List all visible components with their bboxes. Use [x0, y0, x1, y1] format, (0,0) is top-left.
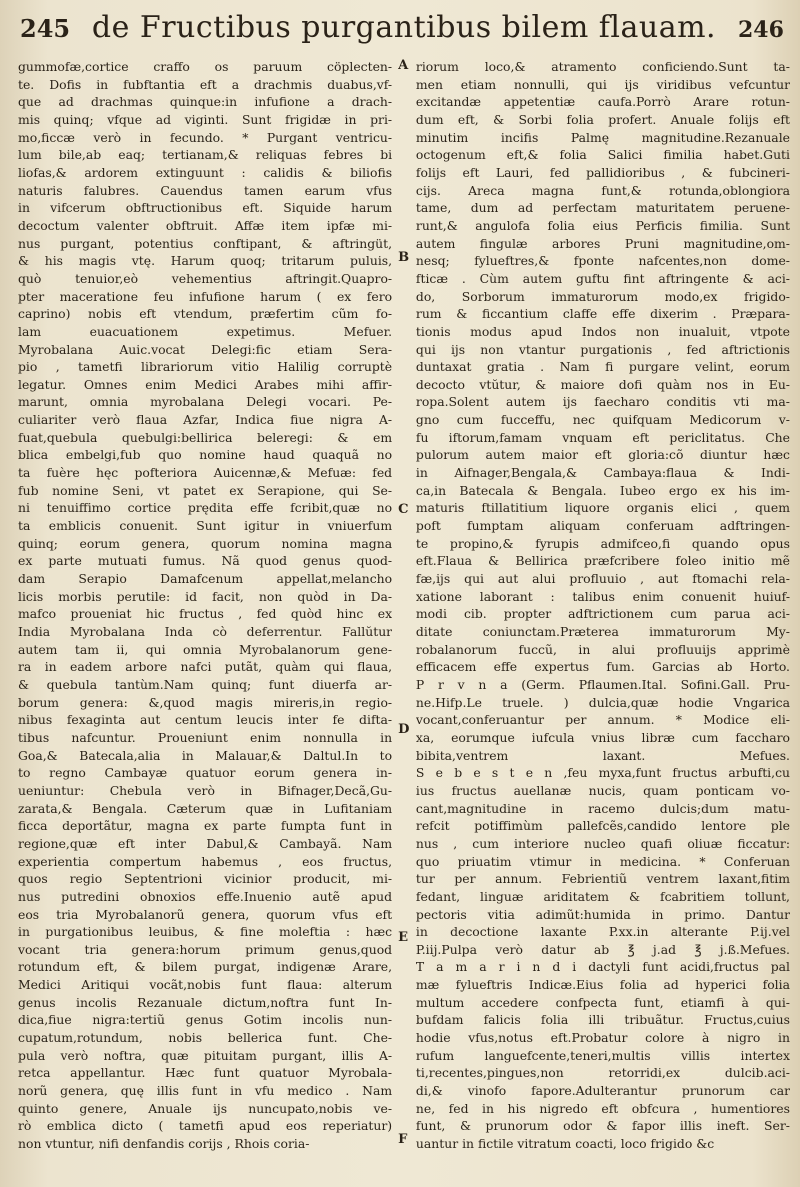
text-line: robalanorum fuccũ, in alui profluuijs apprimè	[415, 641, 790, 657]
text-line: dum eft, & Sorbi folia profert. Anuale folijs eft	[415, 111, 790, 127]
text-line: pter maceratione feu infufione harum ( ex fero	[18, 288, 393, 304]
margin-letter: E	[398, 930, 409, 945]
text-line: in Aifnager,Bengala,& Cambaya:flaua & Indi-	[415, 465, 790, 481]
text-line: fæ,ijs qui aut alui profluuio , aut ftomachi rela-	[415, 571, 790, 587]
page-number-right: 246	[738, 17, 784, 43]
text-line: norũ genera, quę illis funt in vfu medico . Nam	[18, 1083, 393, 1099]
text-line: refcit potiffimùm pallefcẽs,candido lentore ple	[415, 818, 790, 834]
text-line: quinq; eorum genera, quorum nomina magna	[18, 535, 393, 551]
text-line: vocant tria genera:horum primum genus,quod	[18, 941, 393, 957]
margin-letter: F	[398, 1132, 408, 1147]
text-line: tionis modus apud Indos non inualuit, vtpote	[415, 323, 790, 339]
text-line: pula verò noftra, quæ pituitam purgant, illis A-	[18, 1047, 393, 1063]
text-line: riorum loco,& atramento conficiendo.Sunt ta-	[415, 59, 790, 74]
text-line: efficacem effe expertus fum. Garcias ab Horto.	[415, 659, 790, 675]
text-line: cupatum,rotundum, nobis bellerica funt. Che-	[18, 1030, 393, 1046]
text-line: licis morbis perutile: id facit, non quòd in Da-	[18, 588, 393, 604]
text-line: octogenum eft,& folia Salici fimilia habet.Guti	[415, 147, 790, 163]
text-line: que ad drachmas quinque:in infufione a drach-	[18, 94, 393, 110]
text-line: excitandæ appetentiæ caufa.Porrò Arare rotun-	[415, 94, 790, 110]
running-title: de Fructibus purgantibus bilem flauam.	[91, 10, 717, 45]
text-line: ta emblicis conuenit. Sunt igitur in vniuerfum	[18, 518, 393, 534]
text-line: in purgationibus leuibus, & fine moleftia : hæc	[18, 924, 393, 940]
text-line: duntaxat gratia . Nam fi purgare velint, eorum	[415, 359, 790, 375]
text-line: non vtuntur, nifi denfandis corijs , Rhois coria-	[18, 1136, 310, 1152]
page-header	[20, 10, 782, 54]
text-line: Goa,& Batecala,alia in Malauar,& Daltul.In to	[18, 747, 393, 763]
text-line: ueniuntur: Chebula verò in Bifnager,Decã,Gu-	[18, 782, 393, 798]
text-line: ius fructus auellanæ nucis, quam ponticam vo-	[415, 782, 790, 798]
text-line: hodie vfus,notus eft.Probatur colore à nigro in	[415, 1030, 790, 1046]
text-line: nus , cum interiore nucleo quafi oliuæ ficcatur:	[415, 835, 790, 851]
text-line: liofas,& ardorem extinguunt : calidis & biliofis	[18, 164, 393, 180]
text-line: P.iij.Pulpa verò datur ab ℥ j.ad ℥ j.ß.Mefues.	[415, 941, 790, 957]
text-line: ropa.Solent autem ijs faecharo conditis vti ma-	[415, 394, 790, 410]
text-line: folijs eft Lauri, fed pallidioribus , & fubcineri-	[415, 164, 790, 180]
text-line: ne.Hifp.Le truele. ) dulcia,quæ hodie Vngarica	[415, 694, 790, 710]
text-line: fu iftorum,famam vnquam eft periclitatus. Che	[415, 429, 790, 445]
text-line: ra in eadem arbore nafci putãt, quàm qui flaua,	[18, 659, 393, 675]
text-line: Myrobalana Auic.vocat Delegi:fic etiam Sera-	[18, 341, 393, 357]
text-line: eft.Flaua & Bellirica præfcribere foleo initio mẽ	[415, 553, 790, 569]
text-line: xatione laborant : talibus enim conuenit huiuf-	[415, 588, 790, 604]
text-line: quò tenuior,eò vehementius aftringit.Quapro-	[18, 270, 393, 286]
text-line: tur per annum. Febrientiũ ventrem laxant,fitim	[415, 871, 790, 887]
margin-letter: C	[398, 502, 409, 517]
text-line: maturis ftillatitium liquore organis elici , quem	[415, 500, 790, 516]
text-line: dica,fiue nigra:tertiũ genus Gotim incolis nun-	[18, 1012, 393, 1028]
text-line: fedant, linguæ ariditatem & fcabritiem tollunt,	[415, 888, 790, 904]
text-line: marunt, omnia myrobalana Delegi vocari. Pe-	[18, 394, 393, 410]
text-line: poft fumptam aliquam conferuam adftringen-	[415, 518, 790, 534]
margin-letter: B	[398, 250, 410, 265]
text-line: ta fuère hęc pofteriora Auicennæ,& Mefuæ: fed	[18, 465, 393, 481]
text-line: tibus nafcuntur. Proueniunt enim nonnulla in	[18, 729, 393, 745]
text-line: qui ijs non vtantur purgationis , fed aftrictionis	[415, 341, 790, 357]
text-line: in decoctione laxante P.xx.in alterante P.ij.vel	[415, 924, 790, 940]
text-line: do, Sorborum immaturorum modo,ex frigido-	[415, 288, 790, 304]
text-line: ca,in Batecala & Bengala. Iubeo ergo ex his im-	[415, 482, 790, 498]
text-line: bibita,ventrem laxant. Mefues.	[415, 747, 790, 763]
text-line: uantur in fictile vitratum coacti, loco frigido &c	[415, 1136, 715, 1152]
text-line: mafco proueniat hic fructus , fed quòd hinc ex	[18, 606, 393, 622]
text-line: di,& vinofo fapore.Adulterantur prunorum car	[415, 1083, 790, 1099]
text-line: ex parte mutuati fumus. Nã quod genus quod-	[18, 553, 393, 569]
text-line: legatur. Omnes enim Medici Arabes mihi affir-	[18, 376, 393, 392]
text-line: quo priuatim vtimur in medicina. * Conferuan	[415, 853, 790, 869]
text-line: ditate coniunctam.Præterea immaturorum My-	[415, 624, 790, 639]
text-line: regione,quæ eft inter Dabul,& Cambayã. Nam	[18, 835, 393, 851]
text-line: quinto genere, Anuale ijs nuncupato,nobis ve-	[18, 1100, 393, 1116]
text-line: nesq; fylueftres,& fponte nafcentes,non dome-	[415, 253, 790, 269]
text-line: gummofæ,cortice craffo os paruum cöplecten-	[18, 59, 393, 74]
text-line: fticæ . Cùm autem guftu fint aftringente & aci-	[415, 270, 790, 286]
right-column	[416, 58, 790, 1176]
text-line: Medici Aritiqui vocãt,nobis funt flaua: alterum	[18, 977, 393, 993]
text-line: borum genera: &,quod magis mireris,in regio-	[18, 694, 393, 710]
text-line: & his magis vtę. Harum quoq; tritarum puluis,	[18, 253, 393, 269]
text-line: blica embelgi,fub quo nomine haud quaquã no	[18, 447, 393, 463]
text-line: autem fingulæ arbores Pruni magnitudine,om-	[415, 235, 790, 251]
text-line: cijs. Areca magna funt,& rotunda,oblongiora	[415, 182, 790, 198]
text-line: decoctum valenter obftruit. Affæ item ipfæ mi-	[18, 217, 393, 233]
text-line: experientia compertum habemus , eos fructus,	[18, 853, 393, 869]
text-line: India Myrobalana Inda cò deferrentur. Fallŭtur	[18, 624, 393, 639]
text-line: retca appellantur. Hæc funt quatuor Myrobala-	[18, 1065, 393, 1081]
text-line: quos regio Septentrioni vicinior producit, mi-	[18, 871, 393, 887]
text-line: eos tria Myrobalanorũ genera, quorum vfus eft	[18, 906, 393, 922]
text-line: multum accedere confpecta funt, etiamfi à qui-	[415, 994, 790, 1010]
text-line: rum & ficcantium claffe effe dixerim . Præpara-	[415, 306, 790, 322]
text-line: naturis falubres. Cauendus tamen earum vfus	[18, 182, 393, 198]
text-line: cant,magnitudine in racemo dulcis;dum matu-	[415, 800, 790, 816]
text-line: pectoris vitia adimũt:humida in primo. Dantur	[415, 906, 790, 922]
text-line: lum bile,ab eaq; tertianam,& reliquas febres bi	[18, 147, 393, 163]
text-line: zarata,& Bengala. Cæterum quæ in Lufitaniam	[18, 800, 393, 816]
text-line: S e b e s t e n ,feu myxa,funt fructus arbufti,cu	[415, 765, 790, 781]
text-line: decocto vtŭtur, & maiore dofi quàm nos in Eu-	[415, 376, 790, 392]
text-line: ficca deportãtur, magna ex parte fumpta funt in	[18, 818, 393, 834]
text-line: genus incolis Rezanuale dictum,noftra funt In-	[18, 994, 393, 1010]
text-line: mis quinq; vfque ad viginti. Sunt frigidæ in pri-	[18, 111, 393, 127]
text-line: nus putredini obnoxios effe.Inuenio autẽ apud	[18, 888, 393, 904]
text-line: men etiam nonnulli, qui ijs viridibus vefcuntur	[415, 76, 790, 92]
text-line: nus purgant, potentius conftipant, & aftringüt,	[18, 235, 393, 251]
text-line: mo,ficcæ verò in fecundo. * Purgant ventricu-	[18, 129, 393, 145]
text-line: te. Dofis in fubftantia eft a drachmis duabus,vf-	[18, 76, 393, 92]
text-line: T a m a r i n d i dactyli funt acidi,fructus pal	[415, 959, 790, 975]
text-line: culiariter verò flaua Azfar, Indica fiue nigra A-	[18, 412, 393, 428]
text-line: fub nomine Seni, vt patet ex Serapione, qui Se-	[18, 482, 393, 498]
text-line: lam euacuationem expetimus. Mefuer.	[18, 323, 393, 339]
margin-letter: A	[398, 58, 409, 73]
text-line: runt,& angulofa folia eius Perficis fimilia. Sunt	[415, 217, 790, 233]
text-line: fuat,quebula quebulgi:bellirica beleregi: & em	[18, 429, 393, 445]
text-line: ni tenuiffimo cortice prędita effe fcribit,quæ no	[18, 500, 393, 516]
text-line: nibus fexaginta aut centum leucis inter fe difta-	[18, 712, 393, 728]
text-line: dam Serapio Damafcenum appellat,melancho	[18, 571, 393, 587]
text-line: vocant,conferuantur per annum. * Modice eli-	[415, 712, 790, 728]
text-line: ti,recentes,pingues,non retorridi,ex dulcib.aci-	[415, 1065, 790, 1081]
text-line: P r v n a (Germ. Pflaumen.Ital. Sofini.Gall. Pru-	[415, 676, 790, 692]
text-line: in vifcerum obftructionibus eft. Siquide harum	[18, 200, 393, 216]
text-line: te propino,& fyrupis admifceo,fi quando opus	[415, 535, 790, 551]
left-column	[18, 58, 392, 1176]
text-line: ne, fed in his nigredo eft obfcura , humentiores	[415, 1100, 790, 1116]
text-line: minutim incifis Palmę magnitudine.Rezanuale	[415, 129, 790, 145]
text-line: pio , tametfi librariorum vitio Halilig corruptè	[18, 359, 393, 375]
text-line: funt, & prunorum odor & fapor illis ineft. Ser-	[415, 1118, 790, 1134]
text-line: tame, dum ad perfectam maturitatem peruene-	[415, 200, 790, 216]
page-number-left: 245	[20, 14, 71, 43]
text-line: rufum languefcente,teneri,multis villis intertex	[415, 1047, 790, 1063]
text-columns	[18, 58, 790, 1176]
text-line: pulorum autem maior eft gloria:cõ diuntur hæc	[415, 447, 790, 463]
margin-section-letters	[398, 58, 410, 1176]
margin-letter: D	[398, 722, 410, 737]
text-line: xa, eorumque iufcula vnius libræ cum faccharo	[415, 729, 790, 745]
text-line: rotundum eft, & bilem purgat, indigenæ Arare,	[18, 959, 393, 975]
text-line: mæ fylueftris Indicæ.Eius folia ad hyperici folia	[415, 977, 790, 993]
text-line: caprino) nobis eft vtendum, præfertim cũm fo-	[18, 306, 393, 322]
text-line: to regno Cambayæ quatuor eorum genera in-	[18, 765, 393, 781]
text-line: rò emblica dicto ( tametfi apud eos reperiatur)	[18, 1118, 393, 1134]
text-line: autem tam ii, qui omnia Myrobalanorum gene-	[18, 641, 393, 657]
text-line: modi cib. propter adftrictionem cum parua aci-	[415, 606, 790, 622]
text-line: bufdam falicis folia illi tribuãtur. Fructus,cuius	[415, 1012, 790, 1028]
text-line: gno cum fucceffu, nec quifquam Medicorum v-	[415, 412, 790, 428]
text-line: & quebula tantùm.Nam quinq; funt diuerfa ar-	[18, 676, 393, 692]
